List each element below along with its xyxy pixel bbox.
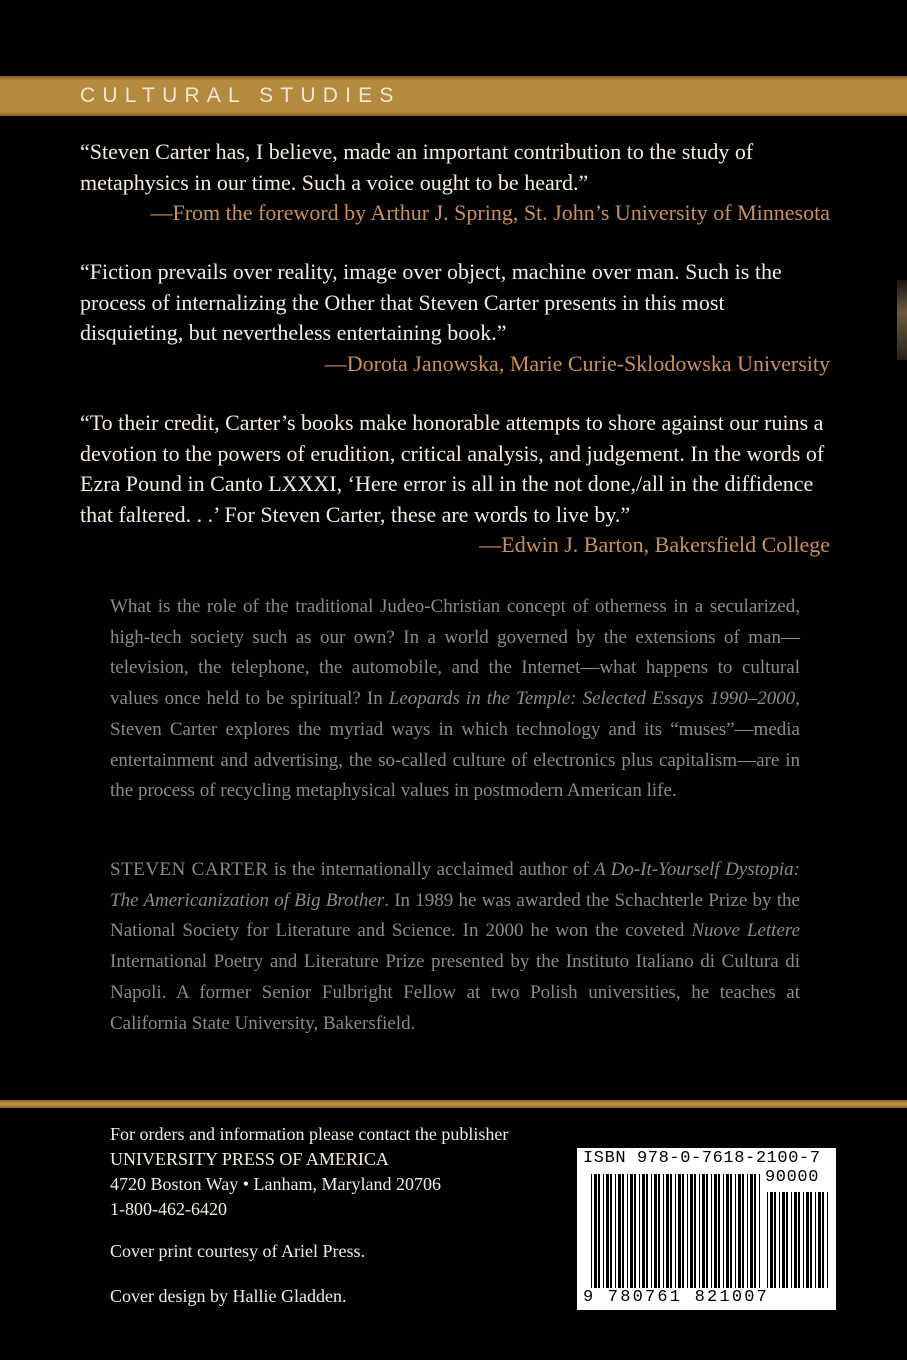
cover-print-credit: Cover print courtesy of Ariel Press. <box>110 1241 365 1261</box>
description-text: What is the role of the traditional Judeo-Christian concept of otherness in a secularized, high-tech society such as our own? In a world governed by the extensions of man—television, the telephone, the automobile, and the Internet—what happens to cultural values once held to be spiritual? In <box>110 596 800 710</box>
barcode-bar <box>618 1174 621 1288</box>
barcode-bar <box>714 1174 717 1288</box>
price-code: 90000 <box>765 1168 820 1187</box>
barcode-bar <box>730 1174 732 1288</box>
barcode-bar <box>694 1174 696 1288</box>
barcode-bar <box>591 1174 592 1288</box>
bio-text: is the internationally acclaimed author of <box>268 859 595 880</box>
barcode-bar <box>706 1174 708 1288</box>
barcode-bar <box>791 1192 792 1288</box>
barcode-bar <box>670 1174 672 1288</box>
barcode-bar <box>699 1174 700 1288</box>
barcode-bar <box>750 1174 753 1288</box>
barcode-bar <box>759 1174 760 1288</box>
contact-intro: For orders and information please contact the publisher <box>110 1124 509 1144</box>
category-title: CULTURAL STUDIES <box>80 84 401 107</box>
barcode-bar <box>735 1174 736 1288</box>
barcode-bar <box>798 1192 800 1288</box>
barcode-bar <box>770 1192 773 1288</box>
barcode-bar <box>742 1174 744 1288</box>
edge-decoration <box>897 280 907 360</box>
blurb-attribution: —Edwin J. Barton, Bakersfield College <box>479 532 830 557</box>
barcode-bar <box>794 1192 797 1288</box>
description-text: , Steven Carter explores the myriad ways in which technology and its “muses”—media entertainment and advertising, the so-called culture of electronics plus capitalism—are in the process of recycling metaphysical values in postmodern American life. <box>110 688 800 802</box>
barcode-bar <box>615 1174 616 1288</box>
footer-band <box>0 1100 907 1108</box>
barcode-bar <box>658 1174 660 1288</box>
barcode-bar <box>639 1174 640 1288</box>
barcode-bar <box>822 1192 824 1288</box>
barcode-bar <box>774 1192 776 1288</box>
barcode-bar <box>634 1174 636 1288</box>
barcode-bar <box>682 1174 684 1288</box>
barcode-bar <box>630 1174 633 1288</box>
book-title: Leopards in the Temple: Selected Essays 1990–2000 <box>388 688 796 710</box>
blurb-text: “Fiction prevails over reality, image over object, machine over man. Such is the process of internalizing the Other that Steven Carter presents in this most disquieting, but nevertheless entertaining book.” <box>80 259 782 345</box>
barcode-bar <box>815 1192 816 1288</box>
barcode-bar <box>675 1174 676 1288</box>
barcode-bar <box>718 1174 720 1288</box>
isbn-barcode <box>577 1148 836 1310</box>
blurb-text: “Steven Carter has, I believe, made an important contribution to the study of metaphysics in our time. Such a voice ought to be heard.” <box>80 139 754 195</box>
barcode-bar <box>603 1174 604 1288</box>
barcode-bar <box>663 1174 664 1288</box>
blurb-quote-2 <box>80 257 830 379</box>
publisher-address: 4720 Boston Way • Lanham, Maryland 20706 <box>110 1174 441 1194</box>
barcode-bar <box>738 1174 741 1288</box>
barcode-bar <box>594 1174 597 1288</box>
barcode-bar <box>806 1192 809 1288</box>
barcode-bar <box>767 1192 768 1288</box>
book-description <box>110 592 800 807</box>
barcode-bar <box>779 1192 780 1288</box>
prize-name: Nuove Lettere <box>691 920 800 942</box>
barcode-bar <box>786 1192 788 1288</box>
barcode-bar <box>627 1174 628 1288</box>
barcode-bar <box>726 1174 729 1288</box>
barcode-bar <box>711 1174 712 1288</box>
barcode-bar <box>606 1174 609 1288</box>
bio-text: International Poetry and Literature Prize presented by the Instituto Italiano di Cultura di Napoli. A former Senior Fulbright Fellow at two Polish universities, he teaches at California State University, Bakersfield. <box>110 951 800 1034</box>
barcode-bar <box>803 1192 804 1288</box>
barcode-bar <box>754 1174 756 1288</box>
barcode-digits: 9 780761 821007 <box>583 1288 770 1307</box>
barcode-bar <box>642 1174 645 1288</box>
bio-text: . In 1989 he was awarded the Schachterle Prize by the National Society for Literature and Science. In 2000 he won the coveted <box>110 889 800 942</box>
barcode-bar <box>690 1174 693 1288</box>
barcode-bar <box>678 1174 681 1288</box>
barcode-bar <box>654 1174 657 1288</box>
publisher-name: UNIVERSITY PRESS OF AMERICA <box>110 1149 389 1169</box>
cover-design-credit: Cover design by Hallie Gladden. <box>110 1286 347 1306</box>
barcode-bar <box>598 1174 600 1288</box>
barcode-bar <box>687 1174 688 1288</box>
author-name: STEVEN CARTER <box>110 859 269 880</box>
author-book-title: A Do-It-Yourself Dystopia: The Americanization of Big Brother <box>110 859 800 911</box>
barcode-bar <box>747 1174 748 1288</box>
barcode-bar <box>827 1192 828 1288</box>
barcode-bar <box>818 1192 821 1288</box>
barcode-bar <box>646 1174 648 1288</box>
blurb-quote-1 <box>80 137 830 229</box>
blurb-attribution: —From the foreword by Arthur J. Spring, St. John’s University of Minnesota <box>150 200 830 225</box>
author-bio <box>110 855 800 1039</box>
blurb-quote-3 <box>80 408 830 561</box>
barcode-bar <box>651 1174 652 1288</box>
barcode-bar <box>610 1174 612 1288</box>
isbn-label: ISBN 978-0-7618-2100-7 <box>583 1149 821 1168</box>
publisher-phone: 1-800-462-6420 <box>110 1199 227 1219</box>
barcode-bar <box>723 1174 724 1288</box>
blurb-text: “To their credit, Carter’s books make honorable attempts to shore against our ruins a devotion to the powers of erudition, critical analysis, and judgement. In the words of Ezra Pound in Canto LXXXI, ‘Here error is all in the not done,/all in the diffidence that faltered. . .’ For Steven Carter, these are words to live by.” <box>80 410 825 527</box>
barcode-bar <box>810 1192 812 1288</box>
blurb-attribution: —Dorota Janowska, Marie Curie-Sklodowska University <box>324 350 830 376</box>
barcode-bar <box>622 1174 624 1288</box>
publisher-contact <box>110 1122 580 1222</box>
barcode-bar <box>782 1192 785 1288</box>
barcode-bar <box>702 1174 705 1288</box>
barcode-bar <box>666 1174 669 1288</box>
